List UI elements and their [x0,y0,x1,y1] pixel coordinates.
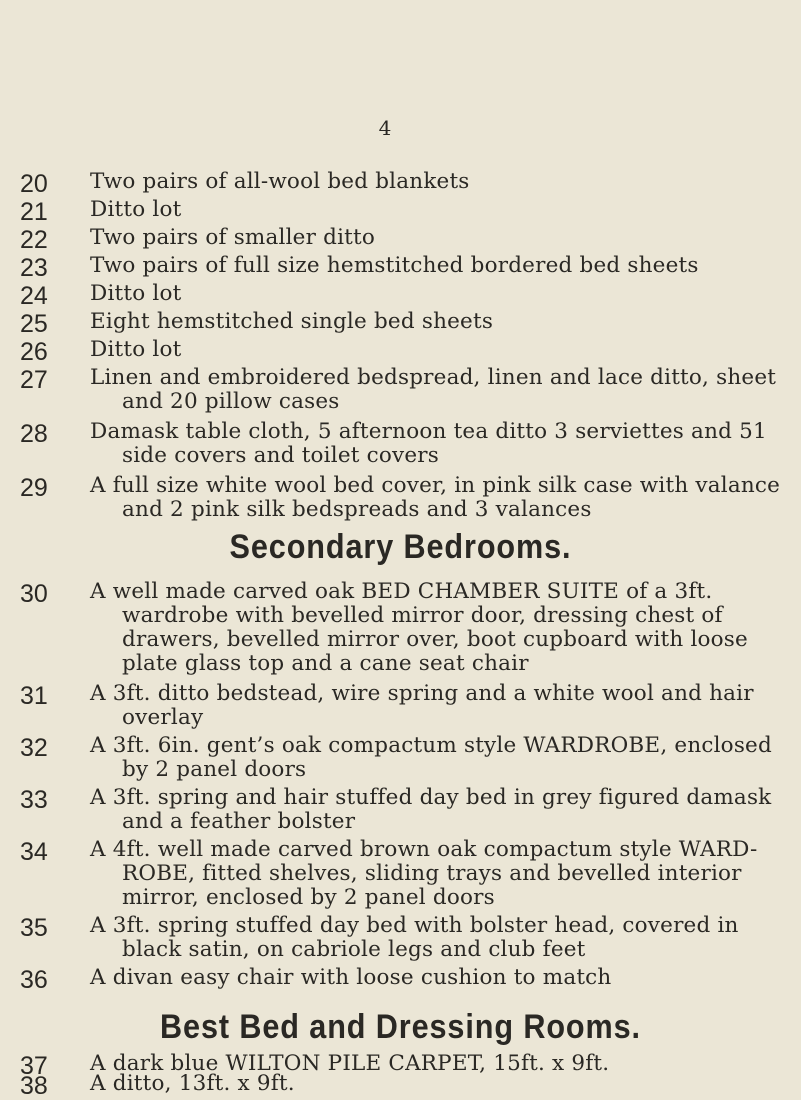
lot-number: 25 [20,310,48,338]
lot-line-continued: black satin, on cabriole legs and club feet [122,937,586,962]
lot-number: 35 [20,914,48,942]
lot-description [90,786,790,834]
lot-number: 29 [20,474,48,502]
lot-number: 31 [20,682,48,710]
lot-line-continued: by 2 panel doors [122,757,307,782]
lot-number: 23 [20,254,48,282]
lot-line-continued: plate glass top and a cane seat chair [122,651,529,676]
lot-description [90,838,790,910]
lot-description [90,734,790,782]
lot-line: Linen and embroidered bedspread, linen and lace ditto, sheet [90,365,777,390]
lot-description [90,914,790,962]
lot-description [90,580,790,676]
lot-number: 28 [20,420,48,448]
lot-line: A 3ft. spring and hair stuffed day bed in grey figured damask [90,785,772,810]
lot-description [90,420,790,468]
lot-description [90,366,790,414]
lot-line: A well made carved oak BED CHAMBER SUITE of a 3ft. [90,579,713,604]
lot-number: 22 [20,226,48,254]
lot-line-continued: overlay [122,705,204,730]
lot-line: A 3ft. spring stuffed day bed with bolster head, covered in [90,913,739,938]
lot-number: 24 [20,282,48,310]
lot-line-continued: mirror, enclosed by 2 panel doors [122,885,495,910]
section-heading: Best Bed and Dressing Rooms. [160,1008,641,1046]
lot-line: A 3ft. ditto bedstead, wire spring and a white wool and hair [90,681,754,706]
lot-number: 36 [20,966,48,994]
lot-number: 20 [20,170,48,198]
lot-number: 21 [20,198,48,226]
lot-line: Damask table cloth, 5 afternoon tea ditto 3 serviettes and 51 [90,419,767,444]
lot-line-continued: wardrobe with bevelled mirror door, dressing chest of [122,603,723,628]
lot-number: 38 [20,1072,48,1100]
lot-number: 32 [20,734,48,762]
lot-description: A divan easy chair with loose cushion to match [90,965,612,990]
lot-description: Eight hemstitched single bed sheets [90,309,494,334]
lot-description: Ditto lot [90,337,182,362]
lot-number: 26 [20,338,48,366]
lot-description: Ditto lot [90,281,182,306]
lot-number: 33 [20,786,48,814]
lot-description: A dark blue WILTON PILE CARPET, 15ft. x 9ft. [90,1051,610,1076]
lot-description: Ditto lot [90,197,182,222]
lot-number: 30 [20,580,48,608]
page-number: 4 [378,116,392,140]
lot-description: A ditto, 13ft. x 9ft. [90,1071,295,1096]
lot-line-continued: and a feather bolster [122,809,356,834]
lot-line: A 3ft. 6in. gent’s oak compactum style WARDROBE, enclosed [90,733,772,758]
lot-description: Two pairs of all-wool bed blankets [90,169,470,194]
lot-line-continued: drawers, bevelled mirror over, boot cupboard with loose [122,627,748,652]
section-heading: Secondary Bedrooms. [229,528,572,566]
lot-line: A 4ft. well made carved brown oak compactum style WARD- [90,837,758,862]
lot-line-continued: ROBE, fitted shelves, sliding trays and bevelled interior [122,861,742,886]
lot-number: 34 [20,838,48,866]
lot-line-continued: side covers and toilet covers [122,443,439,468]
lot-description: Two pairs of smaller ditto [90,225,375,250]
lot-number: 37 [20,1052,48,1080]
lot-number: 27 [20,366,48,394]
lot-description [90,474,790,522]
lot-line: A full size white wool bed cover, in pink silk case with valance [90,473,781,498]
lot-description [90,682,790,730]
lot-line-continued: and 20 pillow cases [122,389,340,414]
lot-line-continued: and 2 pink silk bedspreads and 3 valances [122,497,592,522]
lot-description: Two pairs of full size hemstitched bordered bed sheets [90,253,699,278]
